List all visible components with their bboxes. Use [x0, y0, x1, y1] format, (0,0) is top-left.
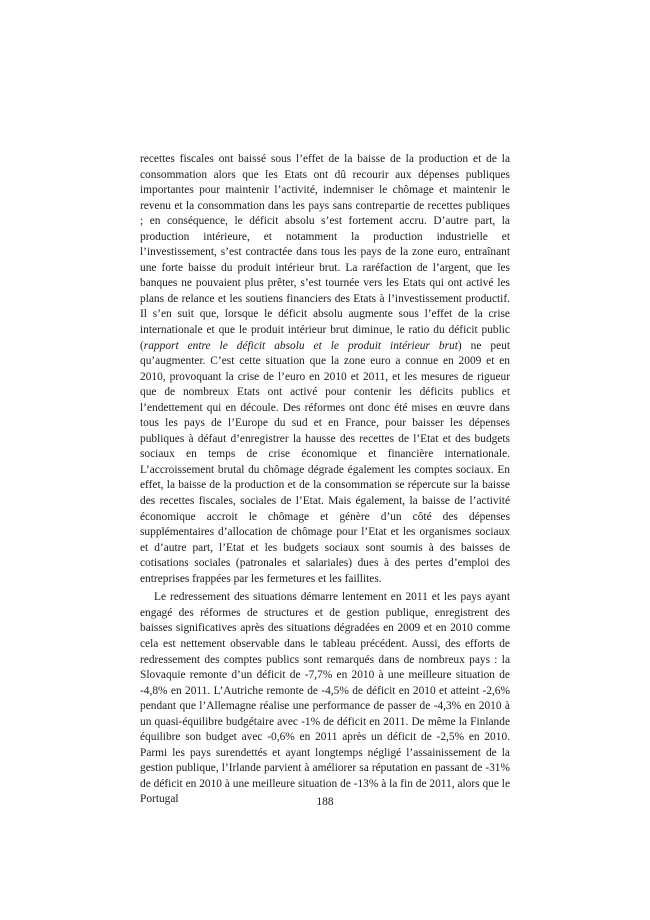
paragraph-1-text-after: ) ne peut qu’augmenter. C’est cette situation que la zone euro a connue en 2009 et en 2010, provoquant la crise de l’euro en 2010 et 2011, et les mesures de rigueur que de nombreux Etats ont activé pour contenir les déficits publics et l’endettement qui en découle. Des réformes ont donc été mises en œuvre dans tous les pays de l’Europe du sud et en France, pour baisser les dépenses publiques à défaut d’enregistrer la hausse des recettes de l’Etat et des budgets sociaux en temps de crise économique et financière internationale. L’accroissement brutal du chômage dégrade également les comptes sociaux. En effet, la baisse de la production et de la consommation se répercute sur la baisse des recettes fiscales, sociales de l’Etat. Mais également, la baisse de l’activité économique accroit le chômage et génère d’un côté des dépenses supplémentaires d’allocation de chômage pour l’Etat et les organismes sociaux et d’autre part, l’Etat et les budgets sociaux sont soumis à des baisses de cotisations sociales (patronales et salariales) dues à des pertes d’emploi des entreprises frappées par les fermetures et les faillites. [140, 339, 510, 585]
paragraph-2: Le redressement des situations démarre lentement en 2011 et les pays ayant engagé des réformes de structures et de gestion publique, enregistrent des baisses significatives après des situations dégradées en 2009 et en 2010 comme cela est nettement observable dans le tableau précédent. Aussi, des efforts de redressement des comptes publics sont remarqués dans de nombreux pays : la Slovaquie remonte d’un déficit de -7,7% en 2010 à une meilleure situation de -4,8% en 2011. L’Autriche remonte de -4,5% de déficit en 2010 et atteint -2,6% pendant que l’Allemagne réalise une performance de passer de -4,3% en 2010 à un quasi-équilibre budgétaire avec -1% de déficit en 2011. De même la Finlande équilibre son budget avec -0,6% en 2011 après un déficit de -2,5% en 2010. Parmi les pays surendettés et ayant longtemps négligé l’assainissement de la gestion publique, l’Irlande parvient à améliorer sa réputation en passant de -31% de déficit en 2010 à une meilleure situation de -13% à la fin de 2011, alors que le Portugal [140, 591, 510, 806]
page-body [140, 152, 510, 808]
page-number: 188 [316, 796, 334, 808]
paragraph-1-italic-definition: rapport entre le déficit absolu et le produit intérieur brut [143, 339, 458, 352]
paragraph-1-text-before: recettes fiscales ont baissé sous l’effet de la baisse de la production et de la consommation alors que les Etats ont dû recourir aux dépenses publiques importantes pour maintenir l’activité, indemniser le chômage et maintenir le revenu et la consommation dans les pays sans contrepartie de recettes publiques ; en conséquence, le déficit absolu s’est fortement accru. D’autre part, la production intérieure, et notamment la production industrielle et l’investissement, s’est contractée dans tous les pays de la zone euro, entraînant une forte baisse du produit intérieur brut. La raréfaction de l’argent, que les banques ne pouvaient plus prêter, s’est tournée vers les Etats qui ont activé les plans de relance et les soutiens financiers des Etats à l’investissement productif. Il s’en suit que, lorsque le déficit absolu augmente sous l’effet de la crise internationale et que le produit intérieur brut diminue, le ratio du déficit public ( [140, 153, 510, 352]
paragraph-1 [140, 152, 510, 587]
